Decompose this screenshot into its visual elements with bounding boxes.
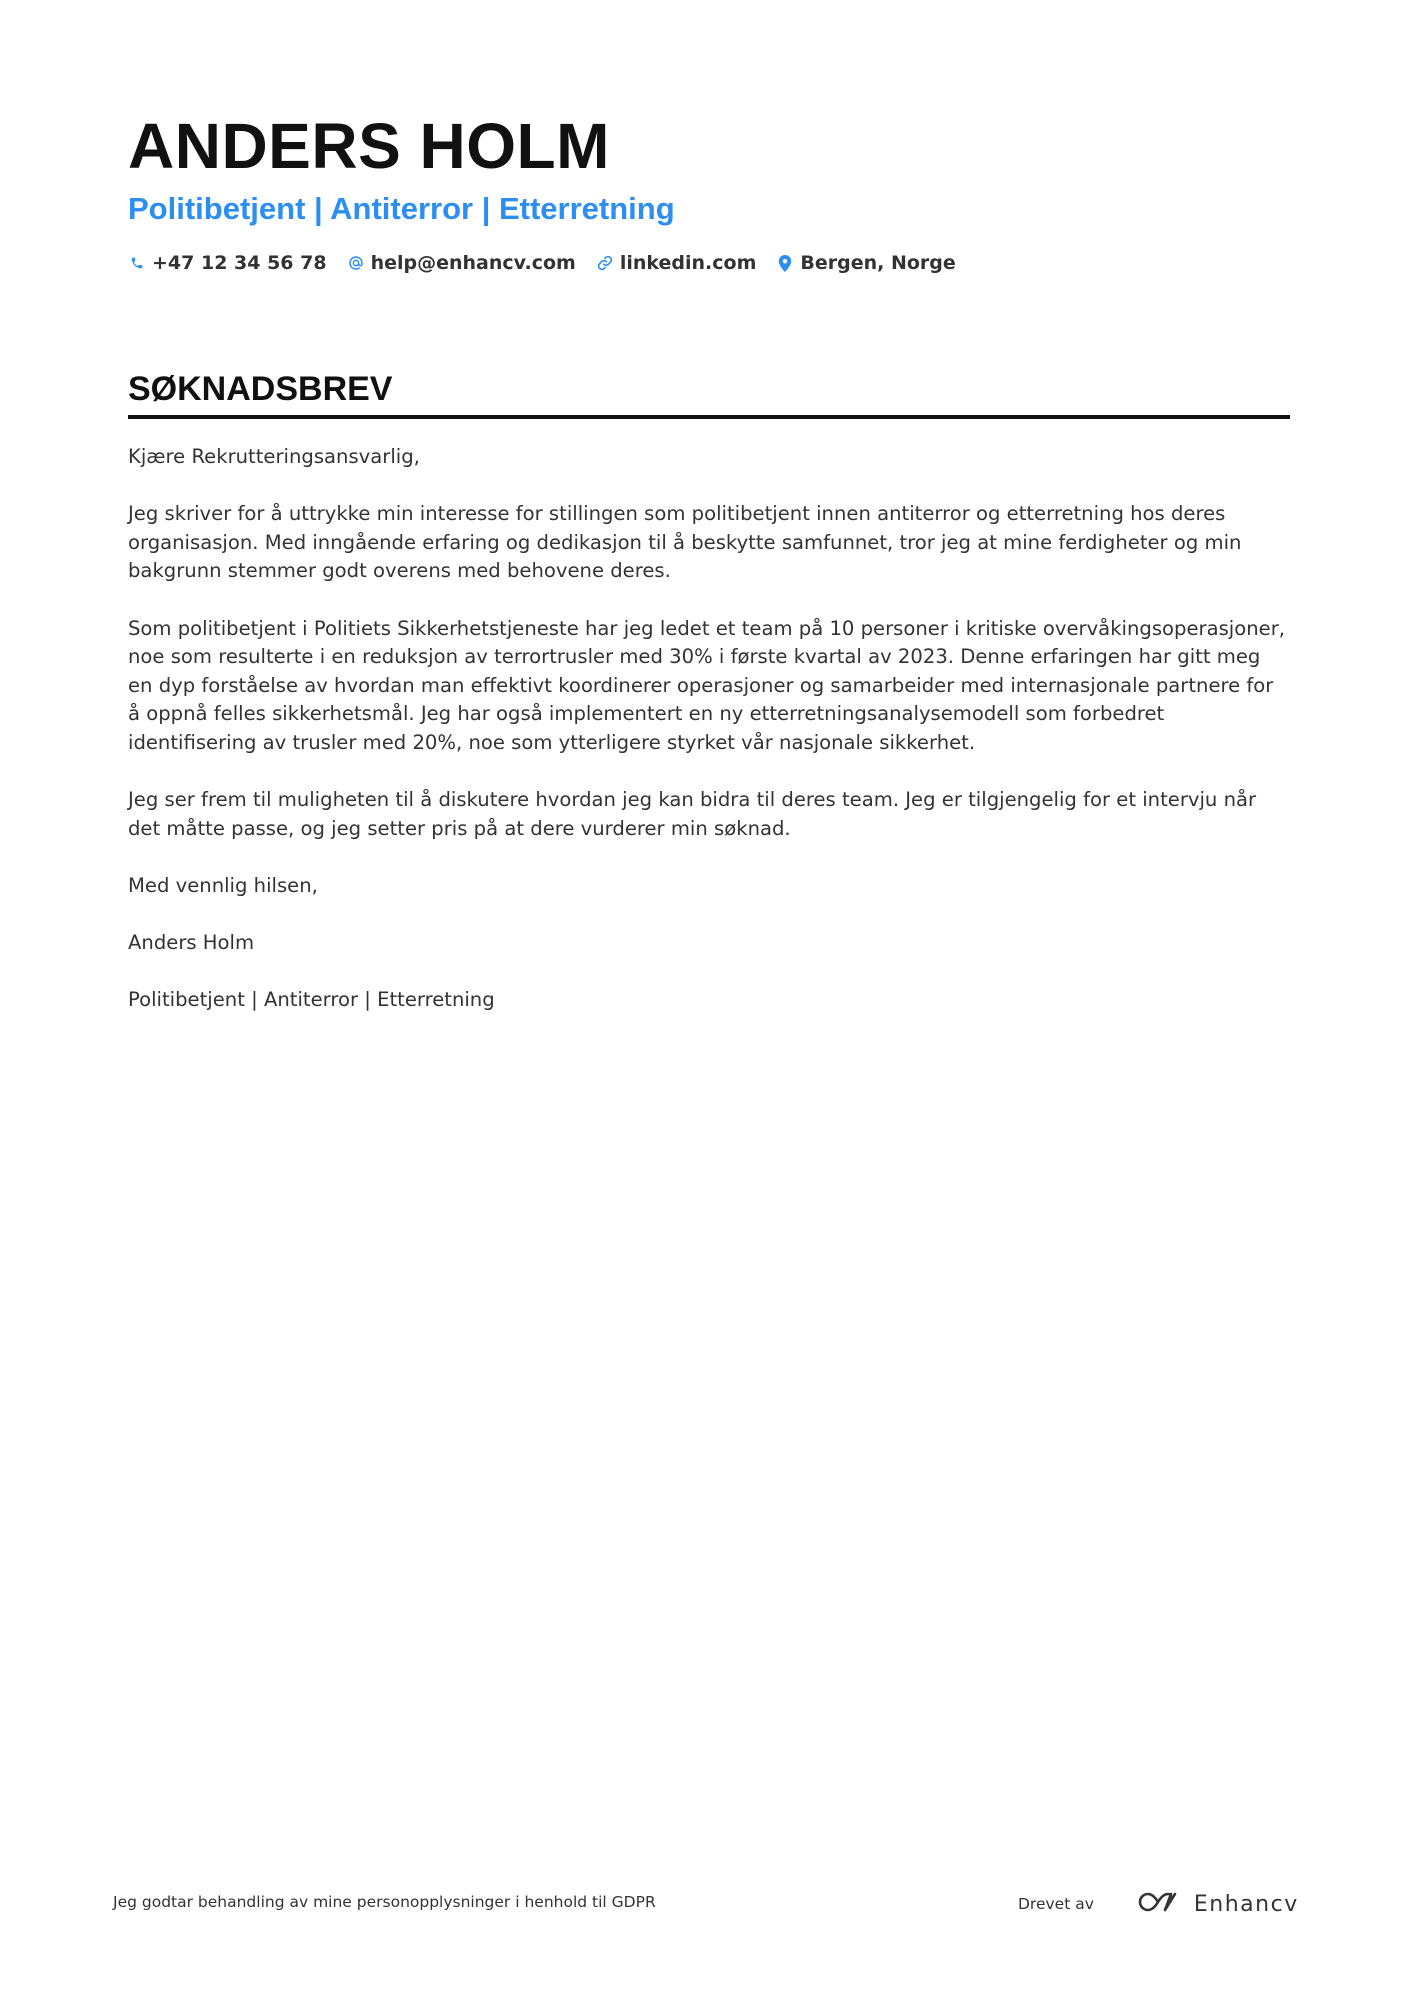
link-icon: [596, 253, 614, 273]
letter-paragraph: Jeg skriver for å uttrykke min interesse for stillingen som politibetjent innen antiterror og etterretning hos deres organisasjon. Med inngående erfaring og dedikasjon til å beskytte samfunnet, tror jeg at mine ferdigheter og min bakgrunn stemmer godt overens med behovene deres.: [128, 502, 1242, 583]
section-title: SØKNADSBREV: [128, 370, 393, 408]
letter-salutation: Kjære Rekrutteringsansvarlig,: [128, 445, 420, 468]
contact-linkedin: [596, 252, 757, 274]
contact-info: [128, 252, 1290, 274]
enhancv-brand[interactable]: [1136, 1889, 1299, 1919]
location-pin-icon: [776, 253, 794, 273]
contact-phone: [128, 252, 327, 274]
footer-branding: [1018, 1878, 1299, 1930]
contact-email: [347, 252, 576, 274]
candidate-title: Politibetjent | Antiterror | Etterretning: [128, 191, 675, 226]
powered-by-label: Drevet av: [1018, 1895, 1094, 1913]
contact-location: [776, 252, 955, 274]
letter-paragraph: Som politibetjent i Politiets Sikkerhetstjeneste har jeg ledet et team på 10 personer i kritiske overvåkingsoperasjoner, noe som resulterte i en reduksjon av terrortrusler med 30% i første kvartal av 2023. Denne erfaringen har gitt meg en dyp forståelse av hvordan man effektivt koordinerer operasjoner og samarbeider med internasjonale partnere for å oppnå felles sikkerhetsmål. Jeg har også implementert en ny etterretningsanalysemodell som forbedret identifisering av trusler med 20%, noe som ytterligere styrket vår nasjonale sikkerhet.: [128, 616, 1285, 754]
linkedin-link[interactable]: linkedin.com: [619, 252, 757, 274]
cover-letter-section: [128, 365, 1290, 1043]
location-text: Bergen, Norge: [800, 252, 956, 274]
candidate-name: ANDERS HOLM: [128, 110, 610, 182]
section-divider: [128, 415, 1290, 419]
enhancv-brand-name: Enhancv: [1193, 1891, 1299, 1917]
at-icon: [347, 253, 365, 273]
letter-closing: Med vennlig hilsen,: [128, 873, 318, 897]
signature-name: Anders Holm: [128, 931, 255, 955]
enhancv-logo-icon: [1136, 1889, 1184, 1919]
letter-body: [128, 443, 1290, 1015]
letter-paragraph: Jeg ser frem til muligheten til å diskutere hvordan jeg kan bidra til deres team. Jeg er tilgjengelig for et intervju når det måtte passe, og jeg setter pris på at dere vurderer min søknad.: [128, 788, 1257, 840]
phone-icon: [128, 253, 146, 273]
signature-title: Politibetjent | Antiterror | Etterretning: [128, 988, 495, 1012]
gdpr-consent: Jeg godtar behandling av mine personopplysninger i henhold til GDPR: [113, 1893, 656, 1911]
header: [128, 104, 1290, 274]
phone-number[interactable]: +47 12 34 56 78: [152, 252, 327, 274]
email-address[interactable]: help@enhancv.com: [370, 252, 576, 274]
